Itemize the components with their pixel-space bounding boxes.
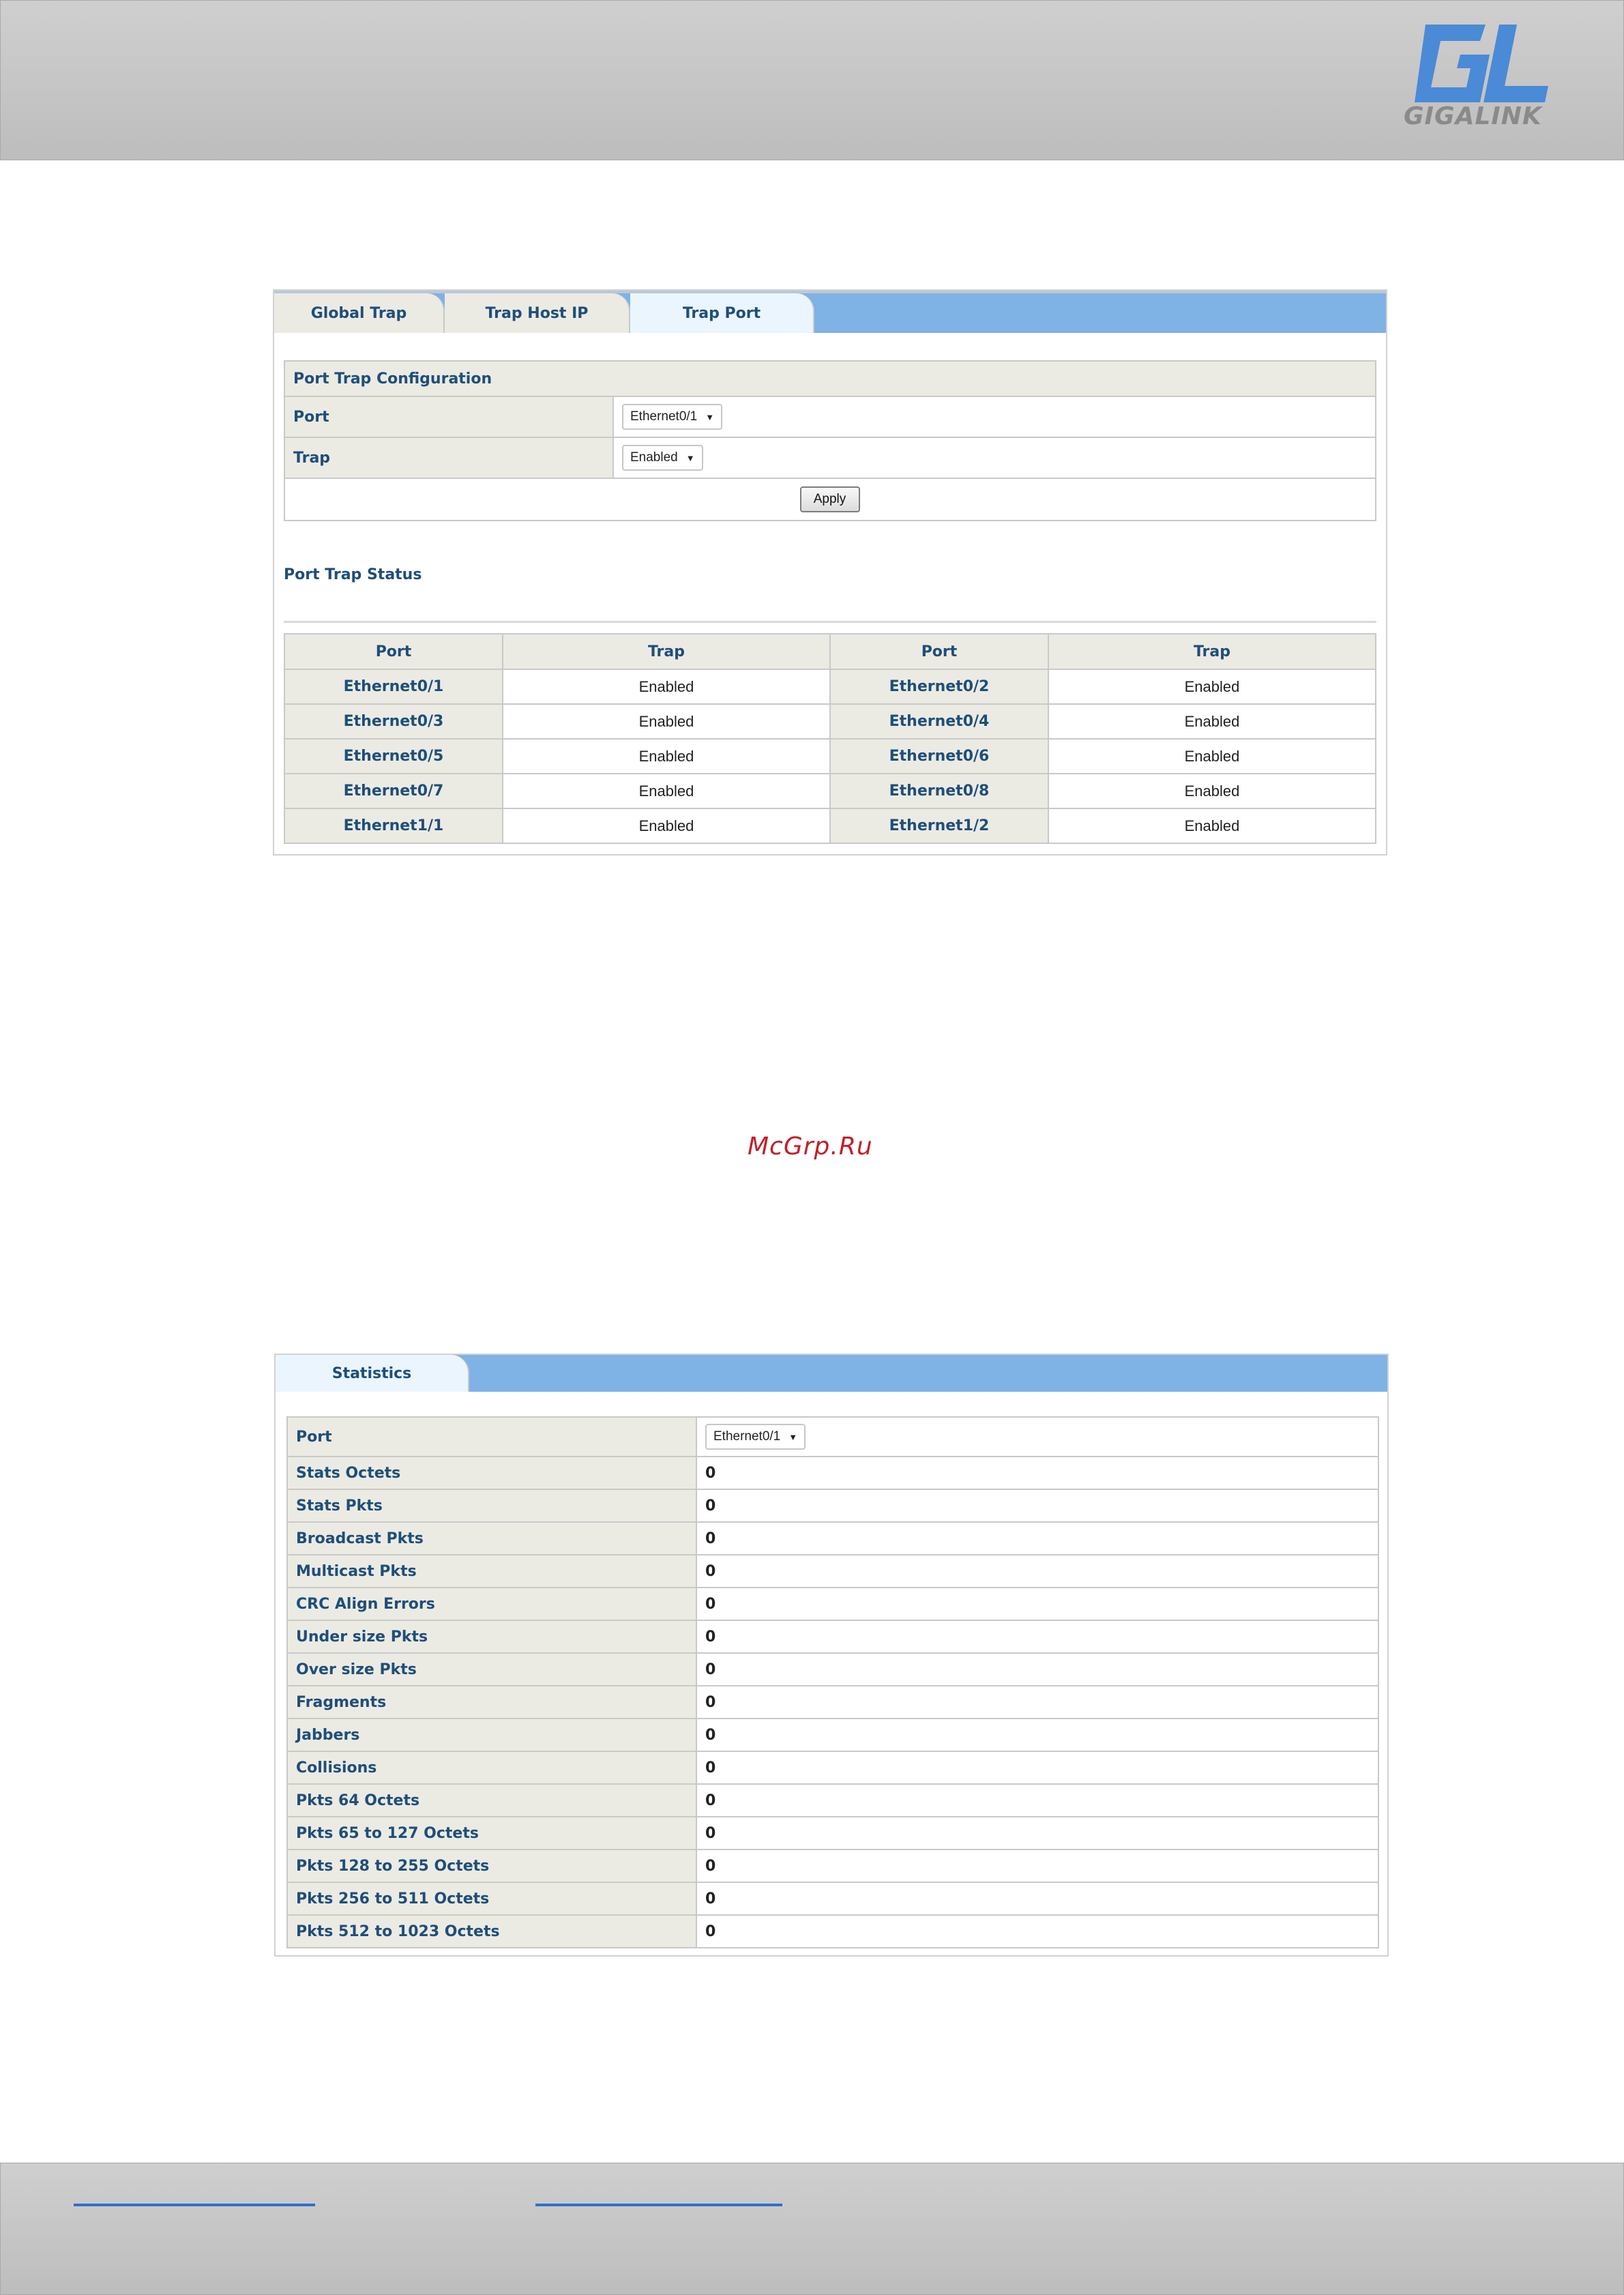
trap-panel bbox=[273, 289, 1387, 856]
stat-label: Pkts 64 Octets bbox=[287, 1784, 696, 1817]
trap-cell: Enabled bbox=[1048, 808, 1376, 843]
stat-label: Pkts 512 to 1023 Octets bbox=[287, 1915, 696, 1948]
watermark: McGrp.Ru bbox=[748, 1132, 873, 1160]
port-cell: Ethernet0/4 bbox=[830, 704, 1048, 739]
port-cell: Ethernet0/1 bbox=[284, 669, 503, 704]
port-label: Port bbox=[284, 396, 613, 437]
tab-trap-host-ip[interactable]: Trap Host IP bbox=[445, 293, 630, 333]
table-row bbox=[287, 1817, 1378, 1850]
stat-value: 0 bbox=[696, 1489, 1378, 1522]
stat-label: Stats Pkts bbox=[287, 1489, 696, 1522]
stat-value: 0 bbox=[696, 1653, 1378, 1686]
config-title: Port Trap Configuration bbox=[284, 361, 1376, 396]
port-select[interactable] bbox=[622, 404, 722, 430]
tab-global-trap[interactable]: Global Trap bbox=[274, 293, 445, 333]
page-header bbox=[0, 0, 1624, 160]
port-cell: Ethernet0/3 bbox=[284, 704, 503, 739]
table-row bbox=[287, 1882, 1378, 1915]
statistics-table bbox=[286, 1416, 1379, 1948]
stat-value: 0 bbox=[696, 1588, 1378, 1620]
stat-value: 0 bbox=[696, 1686, 1378, 1719]
stat-value: 0 bbox=[696, 1522, 1378, 1555]
stats-port-label: Port bbox=[287, 1417, 696, 1457]
stat-label: Fragments bbox=[287, 1686, 696, 1719]
tab-trap-port[interactable]: Trap Port bbox=[630, 293, 814, 333]
stat-label: Broadcast Pkts bbox=[287, 1522, 696, 1555]
table-row bbox=[287, 1457, 1378, 1489]
stat-label: Collisions bbox=[287, 1751, 696, 1784]
trap-cell: Enabled bbox=[503, 739, 830, 774]
stat-label: Multicast Pkts bbox=[287, 1555, 696, 1588]
stat-value: 0 bbox=[696, 1882, 1378, 1915]
col-header-port: Port bbox=[830, 634, 1048, 669]
table-row bbox=[287, 1555, 1378, 1588]
chevron-down-icon: ▼ bbox=[788, 1431, 798, 1442]
trap-tabbar bbox=[274, 291, 1386, 333]
stat-label: Stats Octets bbox=[287, 1457, 696, 1489]
table-row bbox=[287, 1489, 1378, 1522]
stat-value: 0 bbox=[696, 1719, 1378, 1751]
trap-cell: Enabled bbox=[1048, 739, 1376, 774]
stat-value: 0 bbox=[696, 1915, 1378, 1948]
stat-label: CRC Align Errors bbox=[287, 1588, 696, 1620]
page-footer bbox=[0, 2163, 1624, 2295]
port-trap-status-table bbox=[284, 633, 1376, 844]
port-cell: Ethernet0/8 bbox=[830, 774, 1048, 808]
stat-label: Pkts 128 to 255 Octets bbox=[287, 1850, 696, 1882]
trap-cell: Enabled bbox=[1048, 774, 1376, 808]
trap-label: Trap bbox=[284, 437, 613, 478]
trap-cell: Enabled bbox=[503, 669, 830, 704]
trap-select[interactable] bbox=[622, 445, 703, 471]
stat-label: Jabbers bbox=[287, 1719, 696, 1751]
col-header-trap: Trap bbox=[503, 634, 830, 669]
chevron-down-icon: ▼ bbox=[685, 452, 695, 463]
table-row bbox=[287, 1719, 1378, 1751]
port-cell: Ethernet0/6 bbox=[830, 739, 1048, 774]
stat-value: 0 bbox=[696, 1457, 1378, 1489]
brand-name: GIGALINK bbox=[1404, 102, 1542, 130]
stat-value: 0 bbox=[696, 1751, 1378, 1784]
table-row bbox=[287, 1686, 1378, 1719]
stat-label: Under size Pkts bbox=[287, 1620, 696, 1653]
port-cell: Ethernet0/7 bbox=[284, 774, 503, 808]
stats-port-select-value: Ethernet0/1 bbox=[713, 1429, 781, 1444]
table-row bbox=[287, 1620, 1378, 1653]
apply-button[interactable]: Apply bbox=[800, 486, 860, 512]
trap-cell: Enabled bbox=[503, 774, 830, 808]
table-row bbox=[287, 1653, 1378, 1686]
port-trap-config-table bbox=[284, 360, 1376, 521]
statistics-panel bbox=[274, 1354, 1389, 1957]
table-row bbox=[284, 774, 1376, 808]
col-header-trap: Trap bbox=[1048, 634, 1376, 669]
table-row bbox=[287, 1850, 1378, 1882]
port-select-value: Ethernet0/1 bbox=[630, 409, 698, 424]
stat-value: 0 bbox=[696, 1817, 1378, 1850]
table-row bbox=[287, 1915, 1378, 1948]
chevron-down-icon: ▼ bbox=[705, 411, 715, 422]
stat-label: Pkts 256 to 511 Octets bbox=[287, 1882, 696, 1915]
trap-cell: Enabled bbox=[1048, 704, 1376, 739]
stats-port-select[interactable] bbox=[705, 1424, 806, 1450]
footer-link-left[interactable] bbox=[74, 2204, 315, 2206]
table-row bbox=[284, 669, 1376, 704]
stat-value: 0 bbox=[696, 1784, 1378, 1817]
stat-value: 0 bbox=[696, 1620, 1378, 1653]
statistics-tabbar bbox=[276, 1355, 1387, 1392]
table-row bbox=[284, 739, 1376, 774]
port-trap-status-title: Port Trap Status bbox=[284, 566, 422, 583]
divider bbox=[284, 621, 1376, 623]
trap-select-value: Enabled bbox=[630, 450, 678, 465]
table-row bbox=[284, 704, 1376, 739]
col-header-port: Port bbox=[284, 634, 503, 669]
trap-cell: Enabled bbox=[1048, 669, 1376, 704]
trap-cell: Enabled bbox=[503, 704, 830, 739]
port-cell: Ethernet1/2 bbox=[830, 808, 1048, 843]
trap-cell: Enabled bbox=[503, 808, 830, 843]
stat-label: Over size Pkts bbox=[287, 1653, 696, 1686]
stat-label: Pkts 65 to 127 Octets bbox=[287, 1817, 696, 1850]
table-row bbox=[287, 1751, 1378, 1784]
table-row bbox=[287, 1784, 1378, 1817]
stat-value: 0 bbox=[696, 1555, 1378, 1588]
stat-value: 0 bbox=[696, 1850, 1378, 1882]
port-cell: Ethernet1/1 bbox=[284, 808, 503, 843]
tab-statistics[interactable]: Statistics bbox=[276, 1355, 469, 1392]
table-row bbox=[287, 1522, 1378, 1555]
footer-link-right[interactable] bbox=[535, 2204, 782, 2206]
table-row bbox=[284, 808, 1376, 843]
port-cell: Ethernet0/2 bbox=[830, 669, 1048, 704]
port-cell: Ethernet0/5 bbox=[284, 739, 503, 774]
table-row bbox=[287, 1588, 1378, 1620]
